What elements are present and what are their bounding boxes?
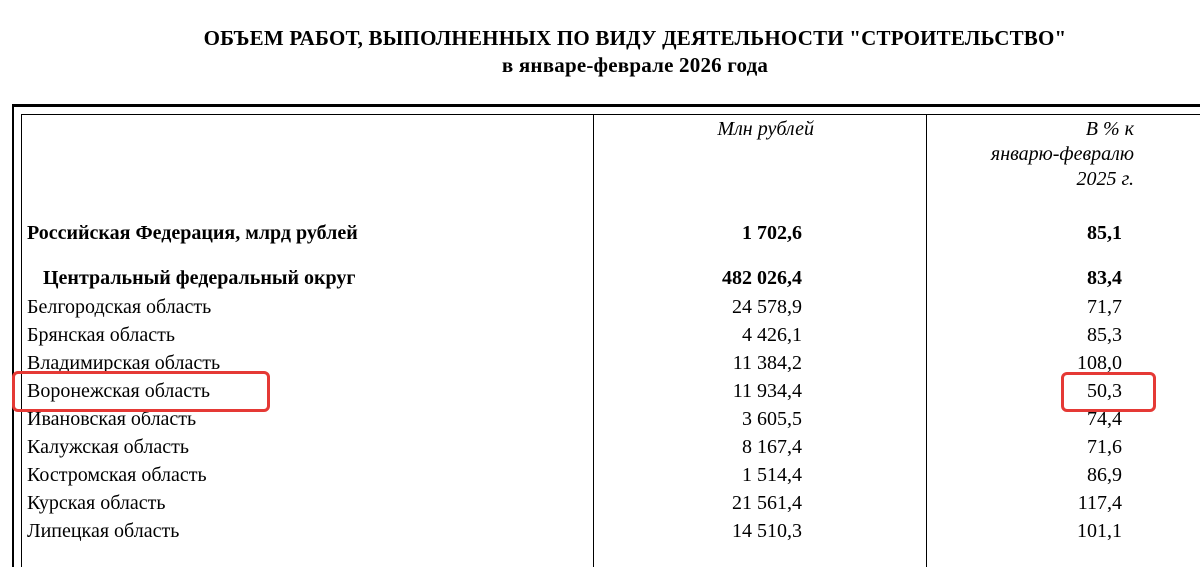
row-percent: 71,6 xyxy=(1087,436,1122,458)
highlight-box-region-name xyxy=(12,371,270,412)
highlight-box-percent-value xyxy=(1061,372,1156,412)
document-subtitle: в январе-феврале 2026 года xyxy=(501,53,769,77)
document-title: ОБЪЕМ РАБОТ, ВЫПОЛНЕННЫХ ПО ВИДУ ДЕЯТЕЛЬНОСТИ "СТРОИТЕЛЬСТВО" xyxy=(203,26,1067,50)
row-name: Ивановская область xyxy=(27,408,197,430)
table-row xyxy=(14,492,1200,520)
row-percent: 83,4 xyxy=(1087,267,1122,289)
row-name: Российская Федерация, млрд рублей xyxy=(27,222,358,244)
table-row xyxy=(14,408,1200,436)
row-name: Костромская область xyxy=(27,464,207,486)
row-value: 11 934,4 xyxy=(732,380,802,402)
table-inner-top-border xyxy=(21,114,1200,115)
row-value: 24 578,9 xyxy=(732,296,802,318)
row-name: Центральный федеральный округ xyxy=(43,267,356,289)
table-row xyxy=(14,324,1200,352)
table-row-russia xyxy=(14,222,1200,250)
table-row xyxy=(14,464,1200,492)
row-name: Курская область xyxy=(27,492,166,514)
row-value: 14 510,3 xyxy=(732,520,802,542)
row-value: 8 167,4 xyxy=(742,436,802,458)
table-row-central-district xyxy=(14,267,1200,295)
row-percent: 108,0 xyxy=(1077,352,1122,374)
row-value: 482 026,4 xyxy=(722,267,802,289)
row-percent: 71,7 xyxy=(1087,296,1122,318)
row-value: 21 561,4 xyxy=(732,492,802,514)
row-name: Калужская область xyxy=(27,436,189,458)
column-header-percent-line2: январю-февралю xyxy=(990,143,1134,165)
row-value: 1 514,4 xyxy=(742,464,802,486)
row-name: Воронежская область xyxy=(27,380,211,402)
row-value: 3 605,5 xyxy=(742,408,802,430)
row-percent: 74,4 xyxy=(1087,408,1122,430)
statistics-table xyxy=(12,104,1200,567)
row-percent: 50,3 xyxy=(1087,380,1122,402)
column-header-percent xyxy=(954,117,1134,192)
row-name: Владимирская область xyxy=(27,352,221,374)
table-row xyxy=(14,436,1200,464)
column-header-percent-line3: 2025 г. xyxy=(1076,168,1134,190)
row-percent: 117,4 xyxy=(1077,492,1122,514)
row-value: 1 702,6 xyxy=(742,222,802,244)
row-value: 4 426,1 xyxy=(742,324,802,346)
row-percent: 85,3 xyxy=(1087,324,1122,346)
row-name: Белгородская область xyxy=(27,296,212,318)
table-row xyxy=(14,296,1200,324)
row-name: Липецкая область xyxy=(27,520,180,542)
row-percent: 85,1 xyxy=(1087,222,1122,244)
row-percent: 86,9 xyxy=(1087,464,1122,486)
table-row xyxy=(14,520,1200,548)
row-value: 11 384,2 xyxy=(732,352,802,374)
row-percent: 101,1 xyxy=(1077,520,1122,542)
column-header-mln-rub: Млн рублей xyxy=(717,118,814,140)
row-name: Брянская область xyxy=(27,324,176,346)
column-header-percent-line1: В % к xyxy=(1085,118,1134,140)
